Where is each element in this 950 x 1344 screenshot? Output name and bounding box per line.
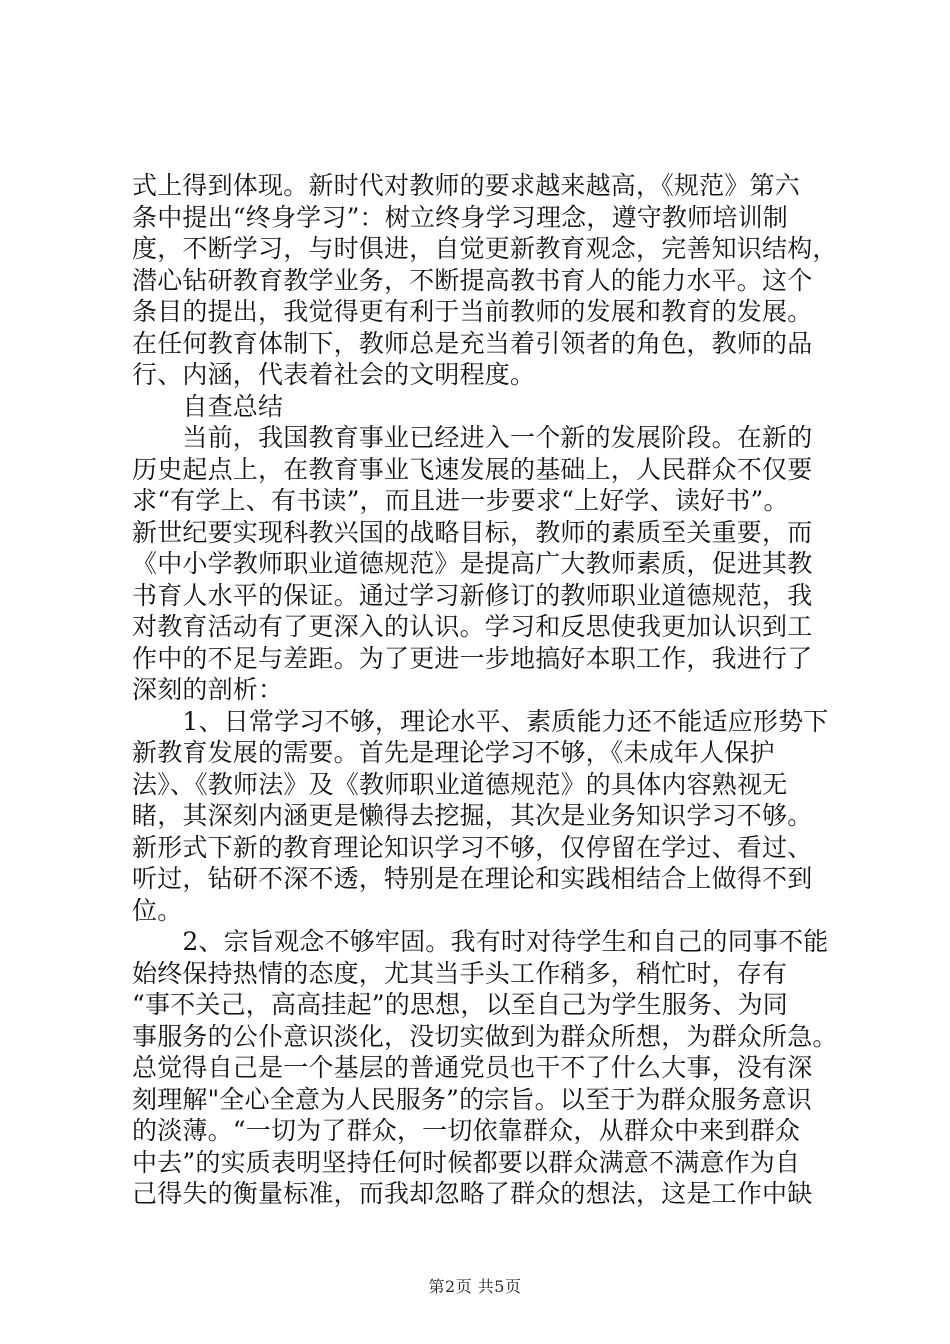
text-line: 的淡薄。“一切为了群众，一切依靠群众，从群众中来到群众 — [132, 1116, 801, 1145]
text-line: 1、日常学习不够，理论水平、素质能力还不能适应形势下 — [132, 706, 829, 736]
text-line: 法》、《教师法》及《教师职业道德规范》的具体内容熟视无 — [132, 769, 788, 799]
text-line: 对教育活动有了更深入的认识。学习和反思使我更加认识到工 — [132, 612, 813, 641]
text-line: 听过，钻研不深不透，特别是在理论和实践相结合上做得不到 — [132, 864, 813, 893]
text-line: 历史起点上，在教育事业飞速发展的基础上，人民群众不仅要 — [132, 454, 813, 484]
page-footer: 第2页 共5页 — [428, 1277, 522, 1296]
text-line: 《中小学教师职业道德规范》是提高广大教师素质，促进其教 — [132, 549, 813, 578]
text-line: 深刻的剖析： — [132, 675, 284, 704]
text-line: 己得失的衡量标准，而我却忽略了群众的想法，这是工作中缺 — [132, 1179, 813, 1208]
body-text — [132, 170, 842, 1210]
section-heading: 自查总结 — [132, 391, 284, 421]
text-line: 2、宗旨观念不够牢固。我有时对待学生和自己的同事不能 — [132, 927, 829, 956]
text-line: 条目的提出，我觉得更有利于当前教师的发展和教育的发展。 — [132, 297, 813, 326]
text-line: 新形式下新的教育理论知识学习不够，仅停留在学过、看过、 — [132, 832, 813, 862]
text-line: 当前，我国教育事业已经进入一个新的发展阶段。在新的 — [132, 423, 813, 452]
text-line: 作中的不足与差距。为了更进一步地搞好本职工作，我进行了 — [132, 643, 813, 673]
text-line: 式上得到体现。新时代对教师的要求越来越高，《规范》第六 — [132, 171, 800, 200]
text-line: 刻理解"全心全意为人民服务”的宗旨。以至于为群众服务意识 — [132, 1084, 812, 1114]
text-line: 始终保持热情的态度，尤其当手头工作稍多，稍忙时，存有 — [132, 958, 788, 988]
text-line: 事服务的公仆意识淡化，没切实做到为群众所想，为群众所急。 — [132, 1021, 838, 1051]
text-line: 新世纪要实现科教兴国的战略目标，教师的素质至关重要，而 — [132, 517, 813, 547]
text-line: 睹，其深刻内涵更是懒得去挖掘，其次是业务知识学习不够。 — [132, 801, 813, 830]
text-line: 新教育发展的需要。首先是理论学习不够，《未成年人保护 — [132, 738, 775, 767]
text-line: 在任何教育体制下，教师总是充当着引领者的角色，教师的品 — [132, 328, 813, 358]
text-line: 度，不断学习，与时俱进，自觉更新教育观念，完善知识结构， — [132, 234, 838, 263]
text-line: 行、内涵，代表着社会的文明程度。 — [132, 360, 536, 389]
text-line: 中去”的实质表明坚持任何时候都要以群众满意不满意作为自 — [132, 1147, 801, 1177]
text-line: 潜心钻研教育教学业务，不断提高教书育人的能力水平。这个 — [132, 265, 813, 295]
text-line: “事不关己，高高挂起”的思想，以至自己为学生服务、为同 — [132, 990, 788, 1019]
text-line: 求“有学上、有书读”，而且进一步要求“上好学、读好书”。 — [132, 486, 789, 515]
text-line: 书育人水平的保证。通过学习新修订的教师职业道德规范，我 — [132, 580, 813, 610]
text-line: 位。 — [132, 895, 183, 925]
text-line: 总觉得自己是一个基层的普通党员也干不了什么大事，没有深 — [132, 1053, 813, 1082]
text-line: 条中提出“终身学习”：树立终身学习理念，遵守教师培训制 — [132, 202, 788, 232]
